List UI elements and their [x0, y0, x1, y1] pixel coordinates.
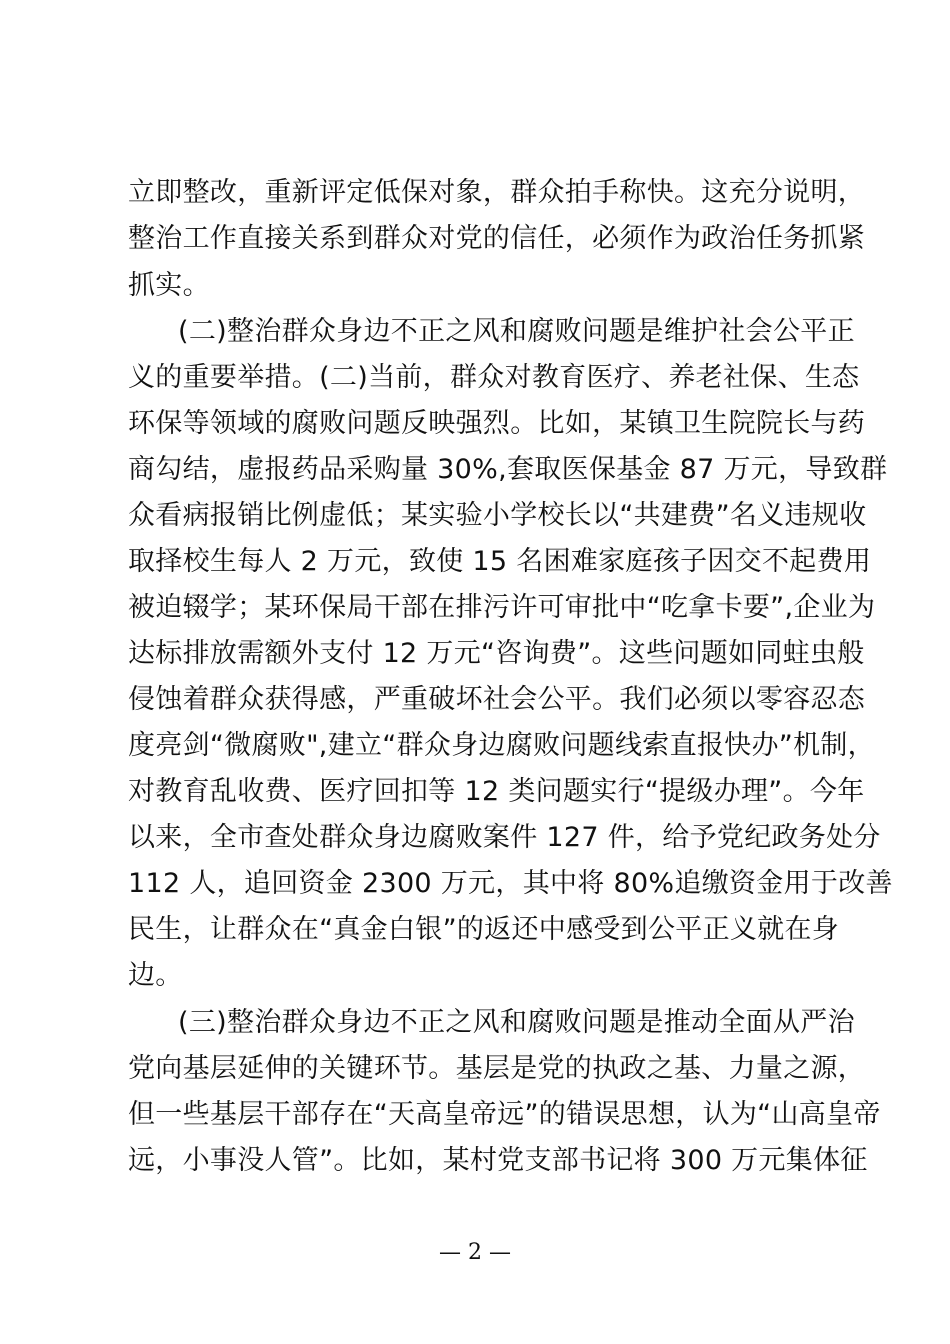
text-line: 商勾结，虚报药品采购量 30%,套取医保基金 87 万元，导致群: [128, 454, 888, 485]
text-line: 立即整改，重新评定低保对象，群众拍手称快。这充分说明，: [128, 177, 866, 208]
text-line: 侵蚀着群众获得感，严重破坏社会公平。我们必须以零容忍态: [128, 684, 866, 715]
text-line: 党向基层延伸的关键环节。基层是党的执政之基、力量之源，: [128, 1053, 866, 1084]
text-line: 边。: [128, 960, 183, 991]
text-line: 众看病报销比例虚低；某实验小学校长以“共建费”名义违规收: [128, 500, 867, 531]
paragraph-heading-line: (二)整治群众身边不正之风和腐败问题是维护社会公平正: [178, 316, 855, 347]
page-number: — 2 —: [439, 1240, 511, 1265]
text-line: 抓实。: [128, 270, 210, 301]
text-line: 度亮剑“微腐败",建立“群众身边腐败问题线索直报快办”机制，: [128, 730, 875, 761]
text-line: 民生，让群众在“真金白银”的返还中感受到公平正义就在身: [128, 914, 840, 945]
text-line: 义的重要举措。(二)当前，群众对教育医疗、养老社保、生态: [128, 362, 860, 393]
text-line: 远，小事没人管”。比如，某村党支部书记将 300 万元集体征: [128, 1145, 868, 1176]
text-line: 以来，全市查处群众身边腐败案件 127 件，给予党纪政务处分: [128, 822, 881, 853]
text-line: 取择校生每人 2 万元，致使 15 名困难家庭孩子因交不起费用: [128, 546, 872, 577]
text-line: 达标排放需额外支付 12 万元“咨询费”。这些问题如同蛀虫般: [128, 638, 865, 669]
text-line: 但一些基层干部存在“天高皇帝远”的错误思想，认为“山高皇帝: [128, 1099, 881, 1130]
text-line: 112 人，追回资金 2300 万元，其中将 80%追缴资金用于改善: [128, 868, 893, 899]
text-line: 被迫辍学；某环保局干部在排污许可审批中“吃拿卡要”,企业为: [128, 592, 876, 623]
text-line: 环保等领域的腐败问题反映强烈。比如，某镇卫生院院长与药: [128, 408, 866, 439]
text-line: 对教育乱收费、医疗回扣等 12 类问题实行“提级办理”。今年: [128, 776, 865, 807]
text-line: 整治工作直接关系到群众对党的信任，必须作为政治任务抓紧: [128, 223, 866, 254]
paragraph-heading-line: (三)整治群众身边不正之风和腐败问题是推动全面从严治: [178, 1007, 855, 1038]
